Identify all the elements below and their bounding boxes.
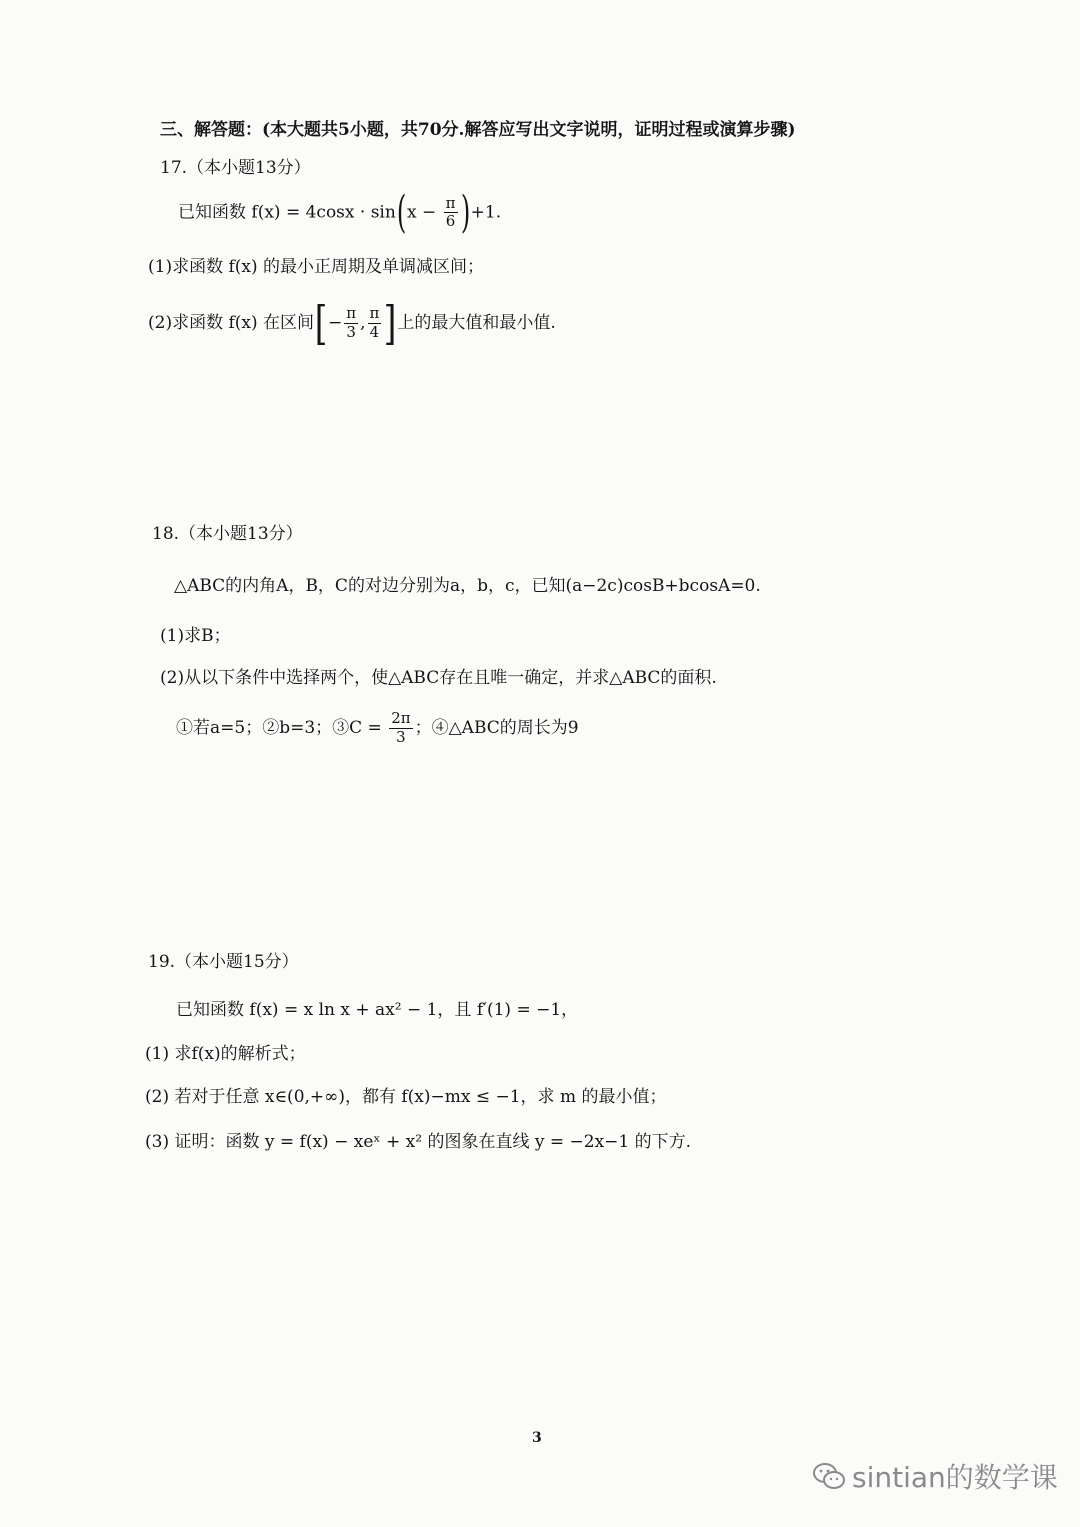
q17-part1: (1)求函数 f(x) 的最小正周期及单调减区间； — [148, 257, 485, 277]
right-paren-icon: ) — [460, 187, 470, 238]
left-bracket-icon: [ — [314, 296, 328, 350]
q17-int-a-den: 3 — [346, 323, 356, 342]
q18-opt-pre: ①若a=5；②b=3；③C = — [176, 717, 382, 738]
wechat-icon — [812, 1462, 846, 1490]
q17-part2-pre: (2)求函数 f(x) 在区间 — [148, 313, 315, 334]
q18-opt-num: 2π — [391, 709, 411, 727]
q17-int-b-num: π — [369, 304, 380, 323]
left-paren-icon: ( — [396, 187, 407, 238]
q18-stem: △ABC的内角A，B，C的对边分别为a，b，c，已知(a−2c)cosB+bcosA=0. — [174, 576, 761, 596]
q18-opt-den: 3 — [396, 727, 406, 746]
q17-int-a-num: π — [346, 304, 357, 323]
q17-stem-pre: 已知函数 — [178, 202, 246, 223]
q17-interval-b — [368, 306, 382, 341]
q17-interval-a — [344, 306, 358, 341]
q17-stem-expr: f(x) = 4cosx · sin — [251, 202, 396, 223]
page-number: 3 — [532, 1430, 542, 1446]
q17-part2-post: 上的最大值和最小值. — [397, 313, 556, 334]
q17-part2: (2)求函数 f(x) 在区间[− $\frac{\pi}{3}$ , $\frac{\pi}{4}$ ]上的最大值和最小值. — [148, 296, 556, 350]
q17-int-b-den: 4 — [369, 323, 380, 342]
q17-frac-num: π — [445, 193, 456, 212]
q18-opt-fraction — [389, 711, 412, 746]
watermark-text: sintian的数学课 — [852, 1461, 1058, 1494]
q17-frac-den: 6 — [445, 212, 456, 231]
watermark — [812, 1456, 1058, 1496]
q17-stem — [178, 187, 502, 238]
q17-fraction — [444, 193, 458, 231]
q19-part2: (2) 若对于任意 x∈(0,+∞)，都有 f(x)−mx ≤ −1，求 m 的最小值； — [145, 1087, 667, 1107]
right-bracket-icon: ] — [384, 296, 397, 350]
q17-header: 17.（本小题13分） — [160, 158, 311, 178]
q18-header: 18.（本小题13分） — [152, 524, 303, 544]
q19-stem: 已知函数 f(x) = x ln x + ax² − 1，且 f′(1) = −1， — [176, 1000, 579, 1020]
q18-opt-post: ；④△ABC的周长为9 — [414, 717, 579, 738]
section-title: 三、解答题：(本大题共5小题，共70分.解答应写出文字说明，证明过程或演算步骤) — [160, 120, 796, 140]
q18-options — [176, 711, 579, 746]
q18-part2: (2)从以下条件中选择两个，使△ABC存在且唯一确定，并求△ABC的面积. — [160, 668, 717, 688]
q19-part3: (3) 证明：函数 y = f(x) − xeˣ + x² 的图象在直线 y = −2x−1 的下方. — [145, 1132, 692, 1152]
q17-stem-tail: +1. — [470, 202, 502, 223]
q19-header: 19.（本小题15分） — [148, 952, 299, 972]
q18-part1: (1)求B； — [160, 626, 231, 646]
q19-part1: (1) 求f(x)的解析式； — [145, 1044, 306, 1064]
q17-stem-inner: x − — [406, 202, 437, 223]
